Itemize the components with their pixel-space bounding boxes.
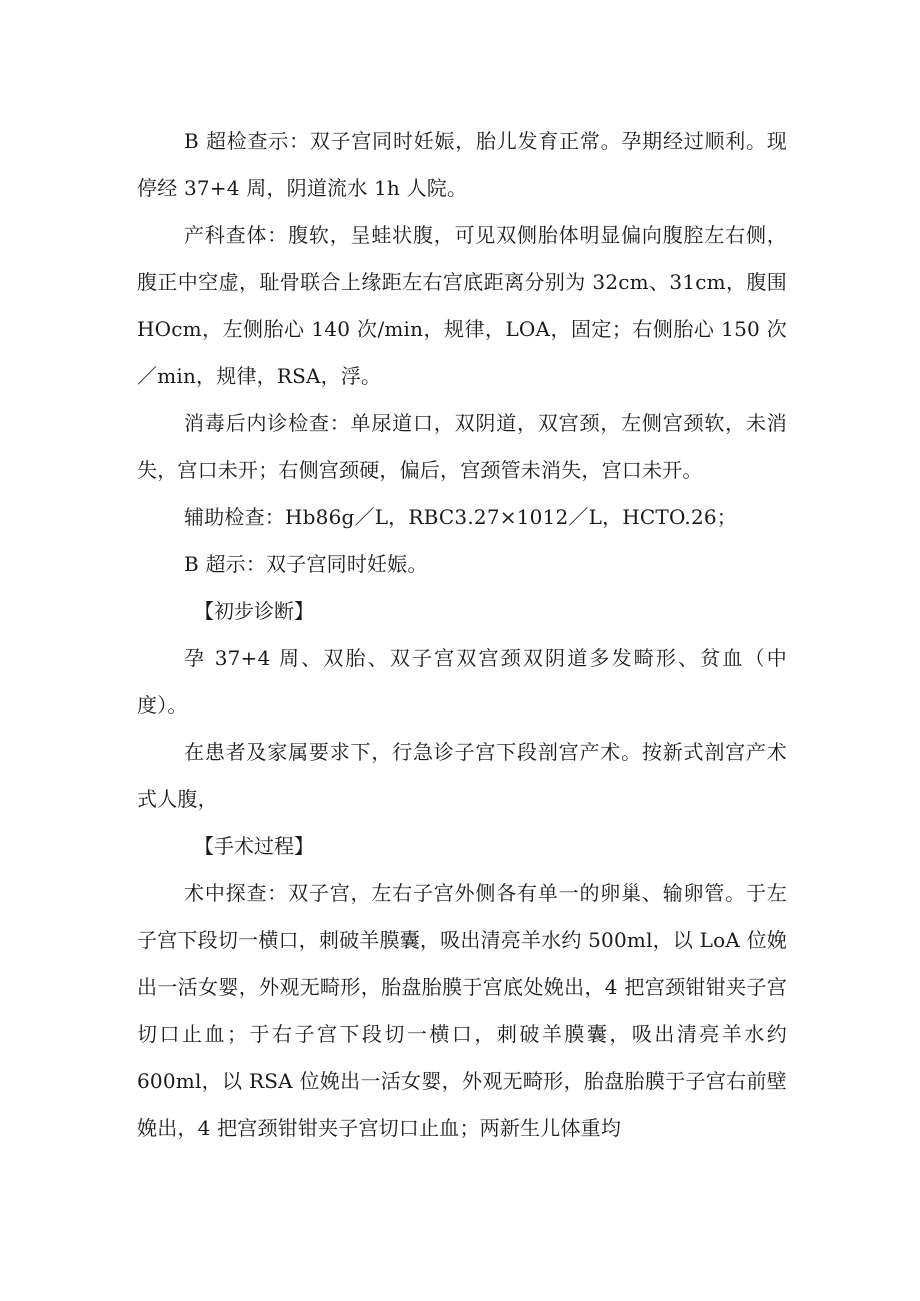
document-page [137, 118, 787, 1152]
diagnosis-paragraph: 孕 37+4 周、双胎、双子宫双宫颈双阴道多发畸形、贫血（中度）。 [137, 646, 787, 717]
surgery-decision-paragraph: 在患者及家属要求下，行急诊子宫下段剖宫产术。按新式剖宫产术式人腹， [137, 740, 787, 811]
ultrasound-result-paragraph: B 超示：双子宫同时妊娠。 [184, 552, 428, 576]
obstetric-exam-paragraph: 产科查体：腹软，呈蛙状腹，可见双侧胎体明显偏向腹腔左右侧，腹正中空虚，耻骨联合上缘距左右宫底距离分别为 32cm、31cm，腹围 HOcm，左侧胎心 140 次/min，规律，LOA，固定；右侧胎心 150 次／min，规律，RSA，浮。 [137, 223, 787, 388]
preliminary-diagnosis-heading: 【初步诊断】 [194, 599, 314, 623]
internal-exam-paragraph: 消毒后内诊检查：单尿道口，双阴道，双宫颈，左侧宫颈软，未消失，宫口未开；右侧宫颈硬，偏后，宫颈管未消失，宫口未开。 [137, 411, 787, 482]
surgical-procedure-heading: 【手术过程】 [194, 834, 314, 858]
ultrasound-history-paragraph: B 超检查示：双子宫同时妊娠，胎儿发育正常。孕期经过顺利。现停经 37+4 周，阴道流水 1h 人院。 [137, 129, 787, 200]
auxiliary-exam-paragraph: 辅助检查：Hb86g／L，RBC3.27×1012／L，HCTO.26； [184, 505, 737, 529]
procedure-detail-paragraph: 术中探查：双子宫，左右子宫外侧各有单一的卵巢、输卵管。于左子宫下段切一横口，刺破羊膜囊，吸出清亮羊水约 500ml，以 LoA 位娩出一活女婴，外观无畸形，胎盘胎膜于宫底处娩出，4 把宫颈钳钳夹子宫切口止血；于右子宫下段切一横口，刺破羊膜囊，吸出清亮羊水约 600ml，以 RSA 位娩出一活女婴，外观无畸形，胎盘胎膜于子宫右前壁娩出，4 把宫颈钳钳夹子宫切口止血；两新生儿体重均 [137, 881, 787, 1140]
